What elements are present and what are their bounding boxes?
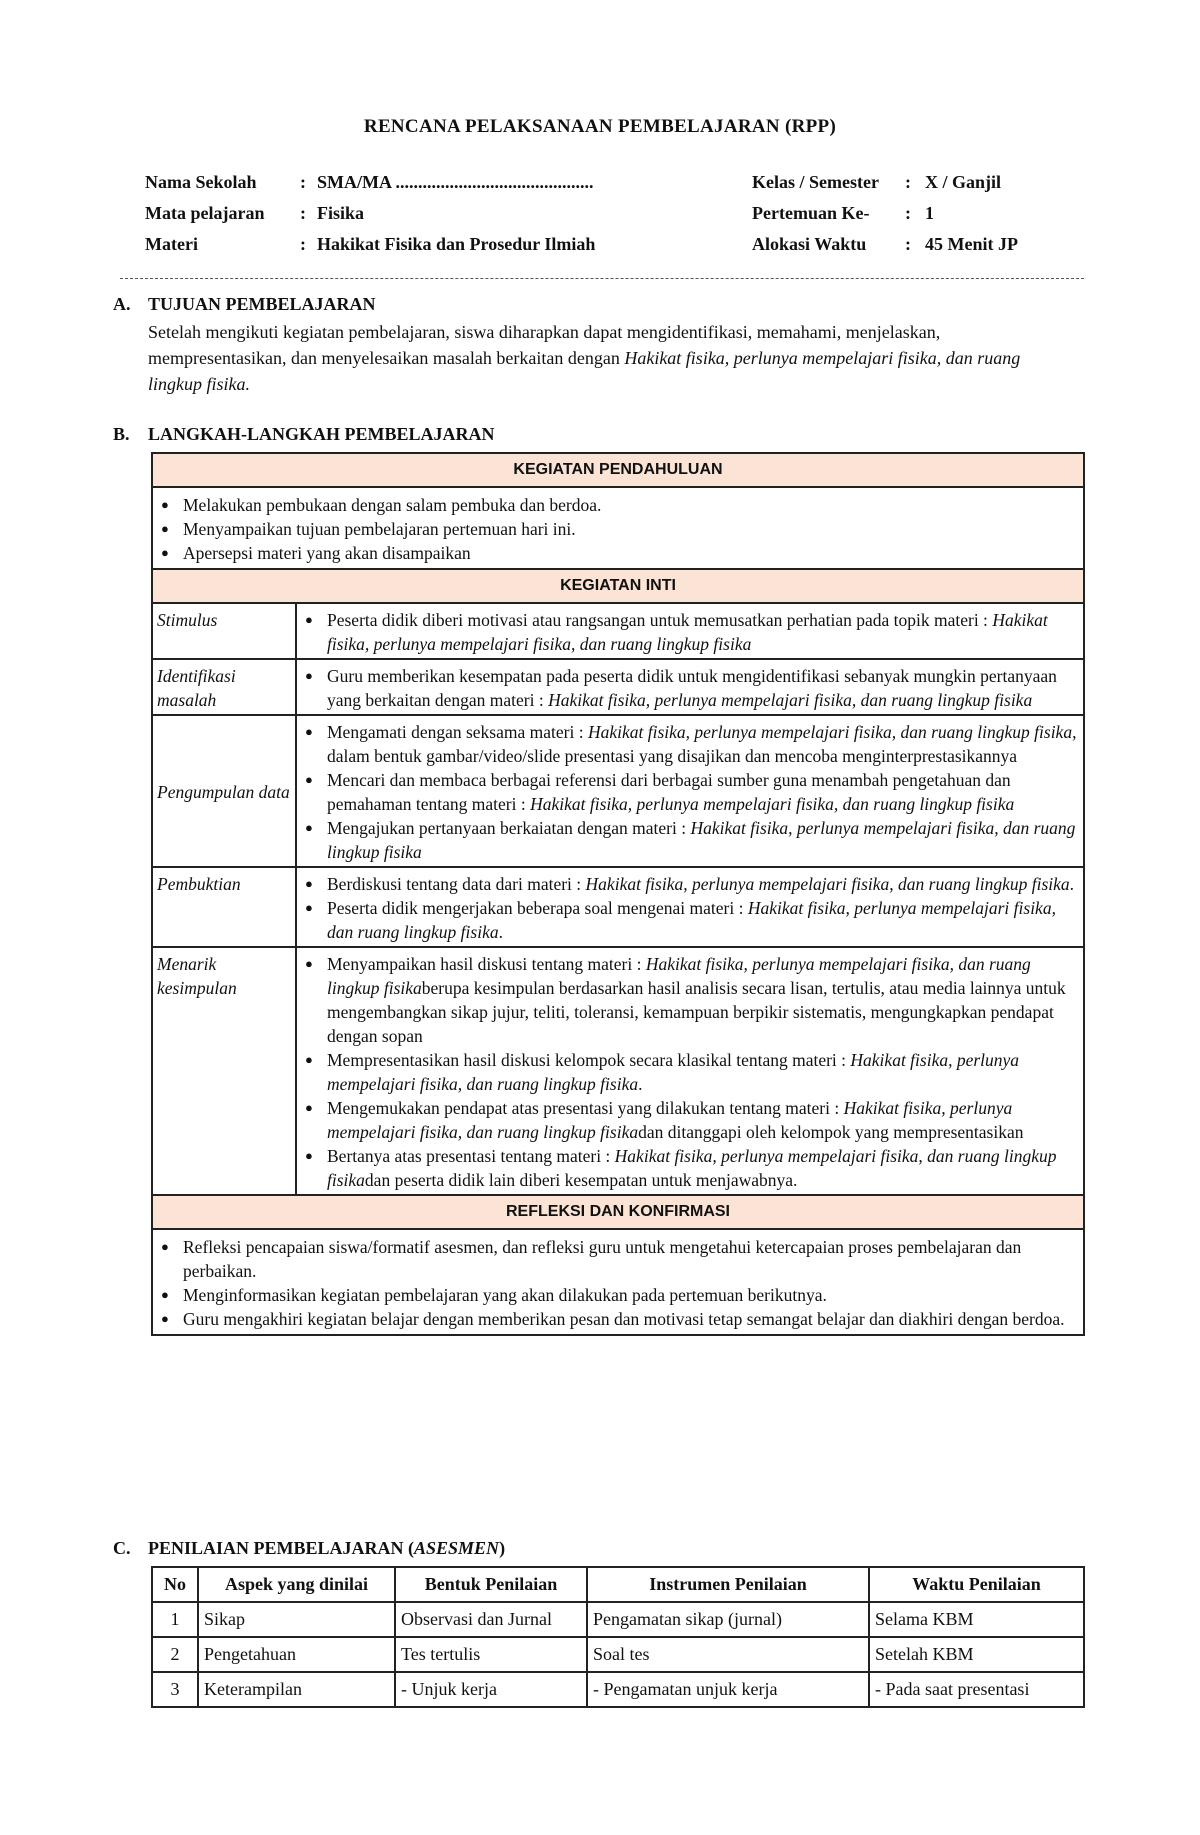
- list-item: ● Mempresentasikan hasil diskusi kelompok secara klasikal tentang materi : Hakikat fisika, perlunya mempelajari fisika, dan ruang lingkup fisika.: [299, 1048, 1077, 1096]
- alokasi-label: Alokasi Waktu: [752, 234, 867, 254]
- section-title-end: ): [499, 1538, 506, 1558]
- list-item: ● Mencari dan membaca berbagai referensi dari berbagai sumber guna menambah pengetahuan dan pemahaman tentang materi : Hakikat fisika, perlunya mempelajari fisika, dan ruang lingkup fisika: [299, 768, 1077, 816]
- stage-menarik-kesimpulan: Menarik kesimpulan: [152, 947, 296, 1195]
- nama-sekolah-label: Nama Sekolah: [145, 172, 257, 192]
- table-cell: Selama KBM: [869, 1602, 1084, 1637]
- stage-stimulus: Stimulus: [152, 603, 296, 659]
- section-c-heading: [113, 1538, 505, 1559]
- materi-label: Materi: [145, 234, 198, 254]
- list-item: ● Menginformasikan kegiatan pembelajaran yang akan dilakukan pada pertemuan berikutnya.: [155, 1283, 1079, 1307]
- list-item: ● Menyampaikan tujuan pembelajaran pertemuan hari ini.: [155, 517, 1079, 541]
- info-row: [145, 172, 1085, 203]
- table-cell: - Pada saat presentasi: [869, 1672, 1084, 1707]
- list-item: ● Mengemukakan pendapat atas presentasi yang dilakukan tentang materi : Hakikat fisika, perlunya mempelajari fisika, dan ruang lingkup fisikadan ditanggapi oleh kelompok yang mempresentasikan: [299, 1096, 1077, 1144]
- table-cell: Sikap: [198, 1602, 395, 1637]
- list-item: ● Guru mengakhiri kegiatan belajar dengan memberikan pesan dan motivasi tetap semangat belajar dan diakhiri dengan berdoa.: [155, 1307, 1079, 1331]
- pendahuluan-cell: [152, 487, 1084, 569]
- colon: :: [300, 234, 306, 254]
- inti-header: KEGIATAN INTI: [152, 569, 1084, 603]
- section-title: TUJUAN PEMBELAJARAN: [148, 294, 376, 314]
- table-cell: Setelah KBM: [869, 1637, 1084, 1672]
- mata-pelajaran-label: Mata pelajaran: [145, 203, 265, 223]
- section-a-text: [148, 319, 1078, 397]
- list-item: ● Mengajukan pertanyaan berkaiatan dengan materi : Hakikat fisika, perlunya mempelajari fisika, dan ruang lingkup fisika: [299, 816, 1077, 864]
- info-row: [145, 234, 1085, 265]
- section-title: PENILAIAN PEMBELAJARAN (: [148, 1538, 415, 1558]
- table-cell: Pengamatan sikap (jurnal): [587, 1602, 869, 1637]
- pendahuluan-header: KEGIATAN PENDAHULUAN: [152, 453, 1084, 487]
- list-item: ● Peserta didik diberi motivasi atau rangsangan untuk memusatkan perhatian pada topik materi : Hakikat fisika, perlunya mempelajari fisika, dan ruang lingkup fisika: [299, 608, 1077, 656]
- pertemuan-label: Pertemuan Ke-: [752, 203, 870, 223]
- stage-pengumpulan: Pengumpulan data: [152, 715, 296, 867]
- colon: :: [905, 203, 911, 223]
- identifikasi-activities: [296, 659, 1084, 715]
- pertemuan-value: 1: [925, 203, 934, 223]
- section-title: LANGKAH-LANGKAH PEMBELAJARAN: [148, 424, 495, 444]
- table-row: [152, 1637, 1084, 1672]
- pembuktian-activities: [296, 867, 1084, 947]
- colon: :: [300, 203, 306, 223]
- col-header: Aspek yang dinilai: [198, 1567, 395, 1602]
- stage-identifikasi: Identifikasi masalah: [152, 659, 296, 715]
- tujuan-topic: Hakikat fisika, perlunya mempelajari fisika, dan ruang lingkup fisika.: [148, 348, 1021, 394]
- table-cell: - Pengamatan unjuk kerja: [587, 1672, 869, 1707]
- list-item: ● Bertanya atas presentasi tentang materi : Hakikat fisika, perlunya mempelajari fisika, dan ruang lingkup fisikadan peserta didik lain diberi kesempatan untuk menjawabnya.: [299, 1144, 1077, 1192]
- table-header-row: [152, 1567, 1084, 1602]
- table-cell: 3: [152, 1672, 198, 1707]
- table-cell: Pengetahuan: [198, 1637, 395, 1672]
- table-cell: 1: [152, 1602, 198, 1637]
- pendahuluan-list: [155, 493, 1079, 565]
- list-item: ● Guru memberikan kesempatan pada peserta didik untuk mengidentifikasi sebanyak mungkin pertanyaan yang berkaitan dengan materi : Hakikat fisika, perlunya mempelajari fisika, dan ruang lingkup fisika: [299, 664, 1077, 712]
- refleksi-cell: [152, 1229, 1084, 1335]
- col-header: Waktu Penilaian: [869, 1567, 1084, 1602]
- table-cell: Tes tertulis: [395, 1637, 587, 1672]
- colon: :: [300, 172, 306, 192]
- section-letter: B.: [113, 424, 130, 444]
- alokasi-value: 45 Menit JP: [925, 234, 1018, 254]
- menarik-activities: [296, 947, 1084, 1195]
- info-block: [145, 172, 1085, 265]
- nama-sekolah-value: SMA/MA ............................................: [317, 172, 594, 192]
- stage-pembuktian: Pembuktian: [152, 867, 296, 947]
- section-title-italic: ASESMEN: [414, 1538, 500, 1558]
- section-a-heading: [113, 294, 376, 315]
- materi-value: Hakikat Fisika dan Prosedur Ilmiah: [317, 234, 596, 254]
- table-cell: Observasi dan Jurnal: [395, 1602, 587, 1637]
- pengumpulan-activities: [296, 715, 1084, 867]
- colon: :: [905, 172, 911, 192]
- list-item: ● Refleksi pencapaian siswa/formatif asesmen, dan refleksi guru untuk mengetahui ketercapaian proses pembelajaran dan perbaikan.: [155, 1235, 1079, 1283]
- list-item: ● Berdiskusi tentang data dari materi : Hakikat fisika, perlunya mempelajari fisika, dan ruang lingkup fisika.: [299, 872, 1077, 896]
- list-item: ● Apersepsi materi yang akan disampaikan: [155, 541, 1079, 565]
- tujuan-text: Setelah mengikuti kegiatan pembelajaran, siswa diharapkan dapat mengidentifikasi, memahami, menjelaskan, mempresentasikan, dan menyelesaikan masalah berkaitan dengan: [148, 322, 941, 368]
- section-b-heading: [113, 424, 495, 445]
- table-cell: - Unjuk kerja: [395, 1672, 587, 1707]
- stimulus-activities: [296, 603, 1084, 659]
- col-header: No: [152, 1567, 198, 1602]
- colon: :: [905, 234, 911, 254]
- table-cell: Soal tes: [587, 1637, 869, 1672]
- dashed-divider: [120, 278, 1084, 279]
- table-row: [152, 1672, 1084, 1707]
- col-header: Instrumen Penilaian: [587, 1567, 869, 1602]
- langkah-table: [151, 452, 1085, 1336]
- penilaian-table: [151, 1566, 1085, 1708]
- table-row: [152, 1602, 1084, 1637]
- info-row: [145, 203, 1085, 234]
- refleksi-header: REFLEKSI DAN KONFIRMASI: [152, 1195, 1084, 1229]
- list-item: ● Melakukan pembukaan dengan salam pembuka dan berdoa.: [155, 493, 1079, 517]
- table-cell: 2: [152, 1637, 198, 1672]
- kelas-label: Kelas / Semester: [752, 172, 879, 192]
- list-item: ● Mengamati dengan seksama materi : Hakikat fisika, perlunya mempelajari fisika, dan ruang lingkup fisika, dalam bentuk gambar/video/slide presentasi yang disajikan dan mencoba menginterprestasikannya: [299, 720, 1077, 768]
- col-header: Bentuk Penilaian: [395, 1567, 587, 1602]
- mata-pelajaran-value: Fisika: [317, 203, 365, 223]
- section-letter: A.: [113, 294, 131, 314]
- refleksi-list: [155, 1235, 1079, 1331]
- list-item: ● Peserta didik mengerjakan beberapa soal mengenai materi : Hakikat fisika, perlunya mempelajari fisika, dan ruang lingkup fisika.: [299, 896, 1077, 944]
- table-cell: Keterampilan: [198, 1672, 395, 1707]
- kelas-value: X / Ganjil: [925, 172, 1002, 192]
- document-title: RENCANA PELAKSANAAN PEMBELAJARAN (RPP): [363, 116, 837, 137]
- list-item: ● Menyampaikan hasil diskusi tentang materi : Hakikat fisika, perlunya mempelajari fisika, dan ruang lingkup fisikaberupa kesimpulan berdasarkan hasil analisis secara lisan, tertulis, atau media lainnya untuk mengembangkan sikap jujur, teliti, toleransi, kemampuan berpikir sistematis, mengungkapkan pendapat dengan sopan: [299, 952, 1077, 1048]
- section-letter: C.: [113, 1538, 131, 1558]
